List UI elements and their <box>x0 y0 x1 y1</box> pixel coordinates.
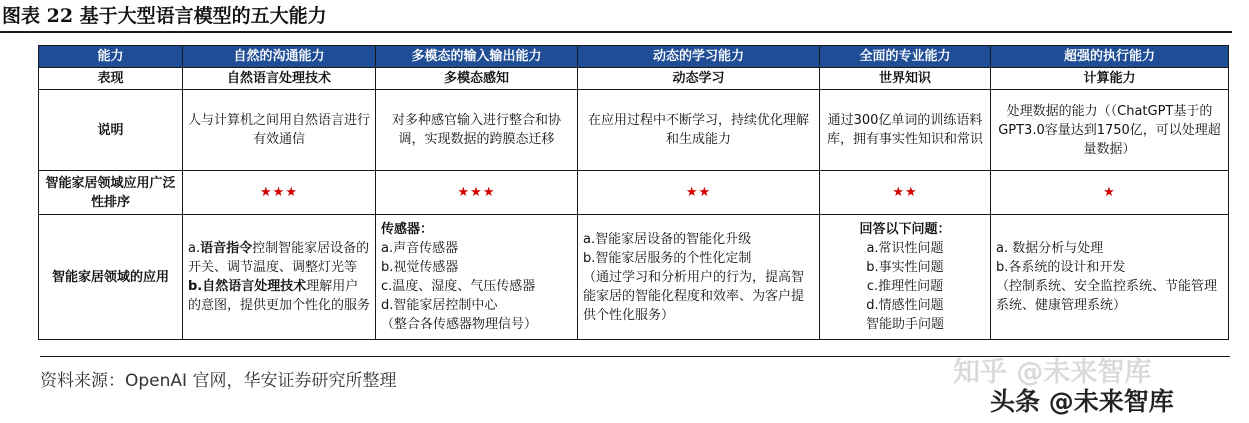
header-row <box>39 46 1229 68</box>
item-text: 控制智能家居设备的开关、调节温度、调整灯光等 <box>188 241 370 275</box>
star-rating: ★ <box>991 171 1229 215</box>
manifest-row <box>39 68 1229 90</box>
list-item: a. 数据分析与处理 <box>996 241 1104 256</box>
application-cell-execution <box>991 215 1229 340</box>
manifest-cell: 世界知识 <box>820 68 991 90</box>
application-cell-knowledge <box>820 215 991 340</box>
source-note: 资料来源：OpenAI 官网，华安证券研究所整理 <box>40 371 397 391</box>
cell-heading: 传感器： <box>381 222 434 237</box>
header-cell: 动态的学习能力 <box>578 46 820 68</box>
item-prefix: a. <box>188 241 201 256</box>
item-bold-text: b.自然语言处理技术 <box>188 279 307 294</box>
header-cell: 全面的专业能力 <box>820 46 991 68</box>
header-cell: 自然的沟通能力 <box>183 46 376 68</box>
application-cell-learning <box>578 215 820 340</box>
item-bold-text: 语音指令 <box>200 241 253 256</box>
list-item: b.事实性问题 <box>866 260 944 275</box>
list-item: c.推理性问题 <box>866 279 944 294</box>
capabilities-table <box>38 45 1229 340</box>
manifest-cell: 计算能力 <box>991 68 1229 90</box>
header-cell: 多模态的输入输出能力 <box>376 46 578 68</box>
row-label: 表现 <box>39 68 183 90</box>
application-cell-multimodal <box>376 215 578 340</box>
description-row <box>39 90 1229 171</box>
description-cell: 对多种感官输入进行整合和协调，实现数据的跨膜态迁移 <box>376 90 578 171</box>
list-item: b.各系统的设计和开发 <box>996 260 1126 275</box>
list-item: b.智能家居服务的个性化定制 <box>583 250 752 266</box>
application-cell-communication <box>183 215 376 340</box>
description-cell: 处理数据的能力（（ChatGPT基于的GPT3.0容量达到1750亿，可以处理超量数据） <box>991 90 1229 171</box>
cell-heading: 回答以下问题： <box>859 222 951 237</box>
description-cell: 人与计算机之间用自然语言进行有效通信 <box>183 90 376 171</box>
list-item: （整合各传感器物理信号） <box>381 317 538 332</box>
list-item: b.视觉传感器 <box>381 260 459 275</box>
row-label: 说明 <box>39 90 183 171</box>
manifest-cell: 多模态感知 <box>376 68 578 90</box>
list-item: c.温度、湿度、气压传感器 <box>381 279 536 294</box>
header-cell: 能力 <box>39 46 183 68</box>
manifest-cell: 动态学习 <box>578 68 820 90</box>
star-rating: ★★★ <box>376 171 578 215</box>
manifest-cell: 自然语言处理技术 <box>183 68 376 90</box>
list-item: （通过学习和分析用户的行为，提高智能家居的智能化程度和效率、为客户提供个性化服务） <box>583 269 805 323</box>
list-item: a.声音传感器 <box>381 241 459 256</box>
row-label: 智能家居领域应用广泛性排序 <box>39 171 183 215</box>
application-row <box>39 215 1229 340</box>
list-item: a.智能家居设备的智能化升级 <box>583 231 752 247</box>
watermark-zhihu: 知乎 @未来智库 <box>953 357 1152 388</box>
list-item: d.情感性问题 <box>866 298 944 313</box>
ranking-row <box>39 171 1229 215</box>
description-cell: 通过300亿单词的训练语料库，拥有事实性知识和常识 <box>820 90 991 171</box>
star-rating: ★★★ <box>183 171 376 215</box>
star-rating: ★★ <box>820 171 991 215</box>
list-item: d.智能家居控制中心 <box>381 298 498 313</box>
figure-title: 图表 22 基于大型语言模型的五大能力 <box>2 5 327 27</box>
watermark-toutiao: 头条 @未来智库 <box>990 387 1174 416</box>
item-text: 理解用户的意图，提供更加个性化的服务 <box>188 279 371 313</box>
title-rule <box>0 31 1232 33</box>
list-item: a.常识性问题 <box>866 241 944 256</box>
list-item: 智能助手问题 <box>865 317 944 332</box>
star-rating: ★★ <box>578 171 820 215</box>
row-label: 智能家居领域的应用 <box>39 215 183 340</box>
list-item: （控制系统、安全监控系统、节能管理系统、健康管理系统） <box>996 279 1218 313</box>
header-cell: 超强的执行能力 <box>991 46 1229 68</box>
description-cell: 在应用过程中不断学习，持续优化理解和生成能力 <box>578 90 820 171</box>
